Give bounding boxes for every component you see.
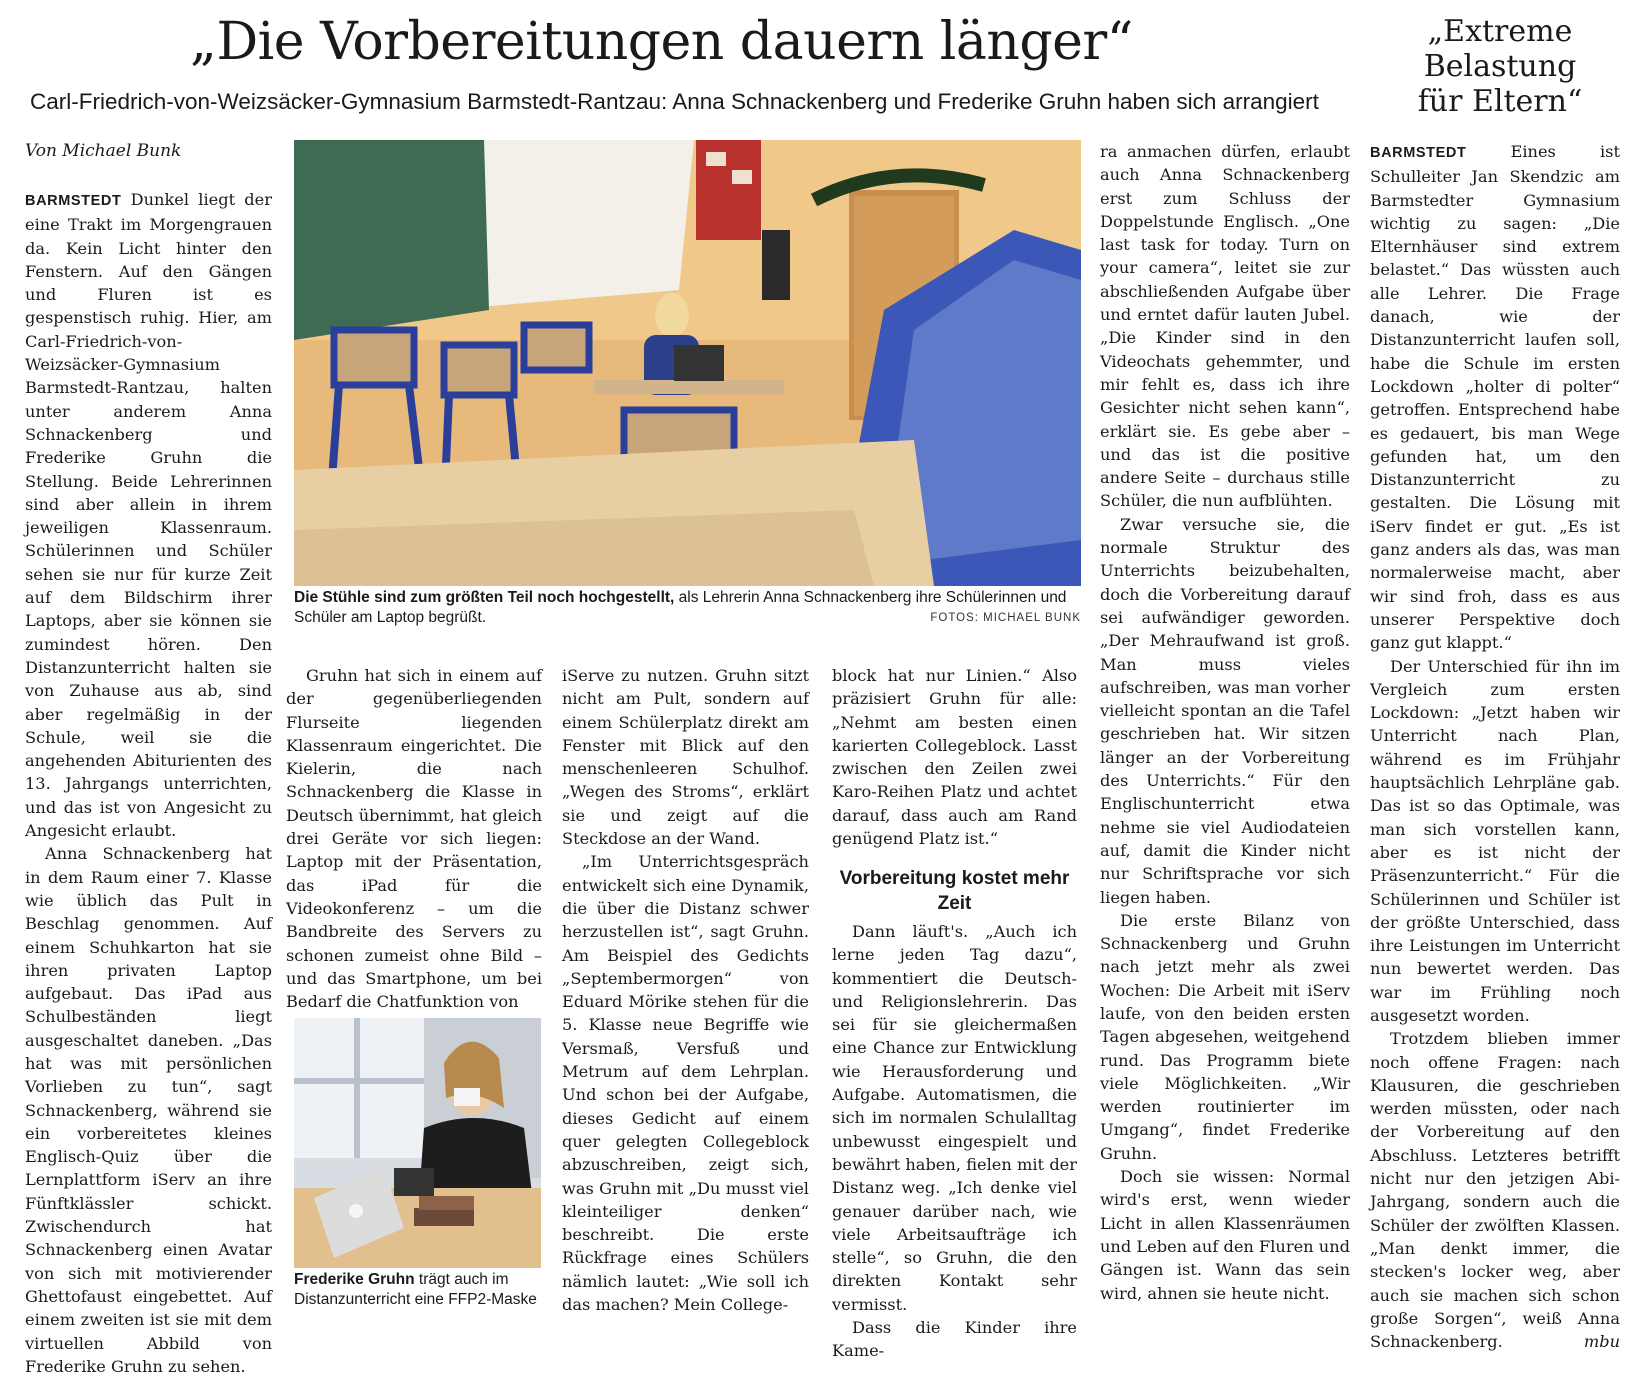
- caption-bold: Frederike Gruhn: [294, 1271, 415, 1288]
- paragraph: ra anmachen dürfen, erlaubt auch Anna Schnackenberg erst zum Schluss der Doppelstunde Englisch. „One last task for today. Turn on your camera“, leitet sie zur abschließenden Aufgabe über und erntet dafür lauten Jubel. „Die Kinder sind in den Videochats gehemmter, und mir fehlt es, dass ich ihre Gesichter nicht sehen kann“, erklärt sie. Es gebe aber – und das ist die positive andere Seite – durchaus stille Schüler, die nun aufblühten.: [1100, 142, 1350, 511]
- paragraph: Dunkel liegt der eine Trakt im Morgengrauen da. Kein Licht hinter den Fenstern. Auf den Gängen und Fluren ist es gespenstisch ruhig. Hier, am Carl-Friedrich-von-Weizsäcker-Gymnasium Barmstedt-Rantzau, halten unter anderem Anna Schnackenberg und Frederike Gruhn die Stellung. Beide Lehrerinnen sind aber allein in ihrem jeweiligen Klassenraum. Schülerinnen und Schüler sehen sie nur für kurze Zeit auf dem Bildschirm ihrer Laptops, aber sie können sie zumindest hören. Den Distanzunterricht halten sie von Zuhause aus ab, sind aber regelmäßig in der Schule, weil sie die angehenden Abiturienten des 13. Jahrgangs unterrichten, und das ist von Angesicht zu Angesicht erlaubt.: [25, 190, 272, 841]
- paragraph: Dass die Kinder ihre Kame-: [832, 1318, 1077, 1361]
- article-column-5: [1100, 140, 1350, 1332]
- paragraph: Der Unterschied für ihn im Vergleich zum ersten Lockdown: „Jetzt haben wir Unterricht nach Plan, während es im Frühjahr hauptsächlich Lehrpläne gab. Das ist so das Optimale, was man sich vorstellen kann, aber es ist nicht der Präsenzunterricht.“ Für die Schülerinnen und Schüler ist der größte Unterschied, dass ihre Leistungen im Unterricht nun bewertet werden. Das war im Frühling noch ausgesetzt worden.: [1370, 656, 1620, 1025]
- subheading: Vorbereitung kostet mehr Zeit: [839, 868, 1070, 914]
- article-column-4-continued: [832, 920, 1077, 1361]
- dateline: BARMSTEDT: [1370, 145, 1467, 161]
- paragraph: iServe zu nutzen. Gruhn sitzt nicht am Pult, sondern auf einem Schülerplatz direkt am Fenster mit Blick auf den menschenleeren Schulhof. „Wegen des Stroms“, erklärt sie und zeigt auf die Steckdose an der Wand.: [562, 666, 809, 849]
- small-photo-caption: [294, 1270, 544, 1310]
- paragraph: Die erste Bilanz von Schnackenberg und Gruhn nach jetzt mehr als zwei Wochen: Die Arbeit mit iServ laufe, von den beiden ersten Tagen abgesehen, weitgehend rund. Das Programm biete viele Möglichkeiten. „Wir werden routinierter im Umgang“, findet Frederike Gruhn.: [1100, 910, 1350, 1163]
- small-photo-teacher: [294, 1018, 541, 1268]
- side-article-column: [1370, 140, 1620, 1352]
- paragraph: Dann läuft's. „Auch ich lerne jeden Tag dazu“, kommentiert die Deutsch- und Religionslehrerin. Das sei für sie gleichermaßen eine Chance zur Entwicklung wie Herausforderung und Aufgabe. Automatismen, die sich im normalen Schulalltag unbewusst eingespielt und bewährt haben, fielen mit der Distanz weg. „Ich denke viel genauer darüber nach, wie viele Arbeitsaufträge ich stelle“, so Gruhn, die den direkten Kontakt sehr vermisst.: [832, 922, 1077, 1314]
- side-headline-line: Belastung: [1423, 49, 1577, 84]
- side-headline: [1365, 14, 1635, 119]
- main-photo-caption: [294, 588, 1081, 628]
- byline: Von Michael Bunk: [25, 141, 182, 161]
- caption-text: trägt auch im Distanzunterricht eine FFP2-Maske: [294, 1271, 537, 1308]
- photo-credit: FOTOS: MICHAEL BUNK: [930, 612, 1081, 624]
- main-photo-classroom: [294, 140, 1081, 586]
- dateline: BARMSTEDT: [25, 193, 122, 209]
- caption-text: als Lehrerin Anna Schnackenberg ihre Schülerinnen und Schüler am Laptop begrüßt.: [294, 589, 1067, 626]
- caption-bold: Die Stühle sind zum größten Teil noch hochgestellt,: [294, 589, 675, 606]
- article-column-3: [562, 664, 809, 1332]
- teacher-illustration: [294, 1018, 541, 1268]
- article-column-2: [286, 664, 542, 1012]
- classroom-illustration: [294, 140, 1081, 586]
- headline: „Die Vorbereitungen dauern länger“: [190, 12, 1133, 72]
- author-signoff: mbu: [1583, 1332, 1620, 1352]
- paragraph: Trotzdem blieben immer noch offene Fragen: nach Klausuren, die geschrieben werden müssten, oder nach der Vorbereitung auf den Abschluss. Letzteres betrifft nicht nur den jetzigen Abi-Jahrgang, sondern auch die Schüler der zwölften Klassen. „Man denkt immer, die stecken's locker weg, aber auch sie machen sich schon große Sorgen“, weiß Anna Schnackenberg.: [1370, 1029, 1620, 1352]
- paragraph: „Im Unterrichtsgespräch entwickelt sich eine Dynamik, die über die Distanz schwer herzustellen ist“, sagt Gruhn. Am Beispiel des Gedichts „Septembermorgen“ von Eduard Mörike stehen für die 5. Klasse neue Begriffe wie Versmaß, Versfuß und Metrum auf dem Lehrplan. Und schon bei der Aufgabe, dieses Gedicht auf einem quer gelegten Collegeblock abzuschreiben, zeigt sich, was Gruhn mit „Du musst viel kleinteiliger denken“ beschreibt. Die erste Rückfrage eines Schülers nämlich lautet: „Wie soll ich das machen? Mein College-: [562, 852, 809, 1315]
- side-headline-line: „Extreme: [1427, 14, 1573, 49]
- paragraph: Anna Schnackenberg hat in dem Raum einer 7. Klasse wie üblich das Pult in Beschlag genommen. Auf einem Schuhkarton hat sie ihren privaten Laptop aufgebaut. Das iPad aus Schulbeständen liegt ausgeschaltet daneben. „Das hat was mit persönlichen Vorlieben zu tun“, sagt Schnackenberg, während sie ein vorbereitetes kleines Englisch-Quiz über die Lernplattform iServ an ihre Fünftklässler schickt. Zwischendurch hat Schnackenberg einen Avatar von sich mit motivierender Ghettofaust eingebettet. Auf einem zweiten ist sie mit dem virtuellen Abbild von Frederike Gruhn zu sehen.: [25, 844, 272, 1376]
- paragraph: block hat nur Linien.“ Also präzisiert Gruhn für alle: „Nehmt am besten einen karierten Collegeblock. Lasst zwischen den Zeilen zwei Karo-Reihen Platz und achtet darauf, dass auch am Rand genügend Platz ist.“: [832, 666, 1077, 849]
- paragraph: Zwar versuche sie, die normale Struktur des Unterrichts beizubehalten, doch die Vorbereitung darauf sei aufwändiger geworden. „Der Mehraufwand ist groß. Man muss vieles aufschreiben, was man vorher vielleicht spontan an die Tafel geschrieben hat. Wir sitzen länger an der Vorbereitung des Unterrichts.“ Für den Englischunterricht etwa nehme sie viel Audiodateien auf, damit die Kinder nicht nur Schriftsprache vor sich liegen haben.: [1100, 514, 1350, 907]
- article-column-4: [832, 664, 1077, 874]
- subheadline: Carl-Friedrich-von-Weizsäcker-Gymnasium Barmstedt-Rantzau: Anna Schnackenberg und Frederike Gruhn haben sich arrangiert: [30, 89, 1319, 114]
- article-column-1: [25, 188, 272, 1376]
- paragraph: Eines ist Schulleiter Jan Skendzic am Barmstedter Gymnasium wichtig zu sagen: „Die Elternhäuser sind extrem belastet.“ Das wüssten auch alle Lehrer. Die Frage danach, wie der Distanzunterricht laufen soll, habe die Schule im ersten Lockdown „holter di polter“ getroffen. Entsprechend habe es gedauert, bis man Wege gefunden hat, um den Distanzunterricht zu gestalten. Die Lösung mit iServ findet er gut. „Es ist ganz anders als das, was man normalerweise macht, aber wir sind froh, dass es aus unserer Perspektive doch ganz gut klappt.“: [1370, 142, 1620, 653]
- paragraph: Gruhn hat sich in einem auf der gegenüberliegenden Flurseite liegenden Klassenraum eingerichtet. Die Kielerin, die nach Schnackenberg die Klasse in Deutsch übernimmt, hat gleich drei Geräte vor sich liegen: Laptop mit der Präsentation, das iPad für die Videokonferenz – um die Bandbreite des Servers zu schonen zumeist ohne Bild – und das Smartphone, um bei Bedarf die Chatfunktion von: [286, 666, 542, 1012]
- paragraph: Doch sie wissen: Normal wird's erst, wenn wieder Licht in allen Klassenräumen und Leben auf den Fluren und Gängen ist. Wann das sein wird, ahnen sie heute nicht.: [1100, 1167, 1350, 1303]
- side-headline-line: für Eltern“: [1417, 84, 1583, 119]
